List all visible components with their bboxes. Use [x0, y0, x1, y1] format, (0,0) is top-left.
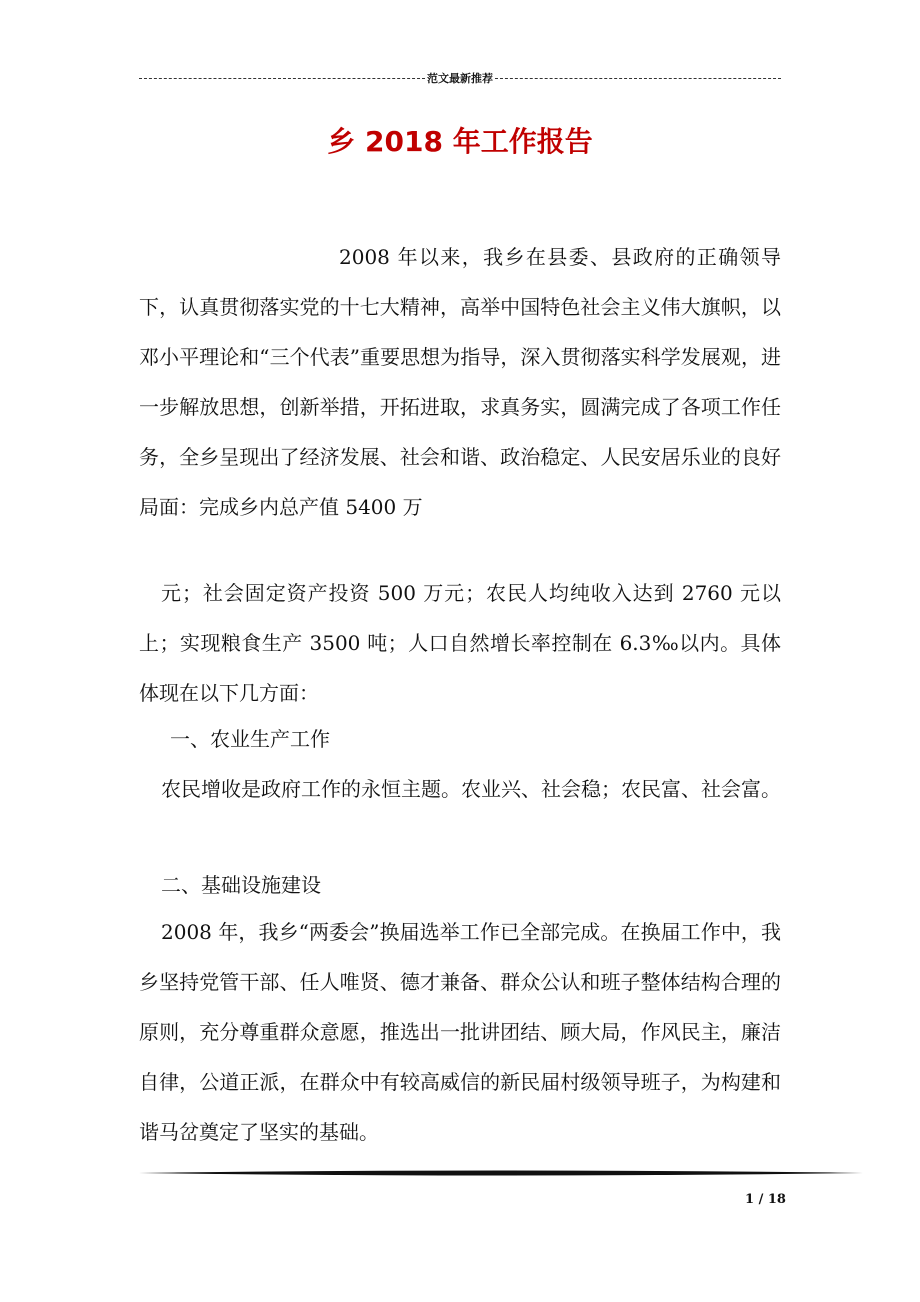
paragraph-1: 2008 年以来，我乡在县委、县政府的正确领导下，认真贯彻落实党的十七大精神，高举中国特色社会主义伟大旗帜，以邓小平理论和“三个代表”重要思想为指导，深入贯彻落实科学发展观，进一步解放思想，创新举措，开拓进取，求真务实，圆满完成了各项工作任务，全乡呈现出了经济发展、社会和谐、政治稳定、人民安居乐业的良好局面：完成乡内总产值 5400 万 — [139, 245, 781, 519]
page-number: 1 / 18 — [745, 1192, 786, 1207]
header-dash-left — [139, 78, 425, 79]
header-dash-right — [495, 78, 781, 79]
paragraph-2: 元；社会固定资产投资 500 万元；农民人均纯收入达到 2760 元以上；实现粮食生产 3500 吨；人口自然增长率控制在 6.3‰以内。具体体现在以下几方面： — [139, 581, 781, 705]
paragraph-4: 2008 年，我乡“两委会”换届选举工作已全部完成。在换届工作中，我乡坚持党管干部、任人唯贤、德才兼备、群众公认和班子整体结构合理的原则，充分尊重群众意愿，推选出一批讲团结、顾大局，作风民主，廉洁自律，公道正派，在群众中有较高威信的新民届村级领导班子，为构建和谐马岔奠定了坚实的基础。 — [139, 920, 781, 1144]
section-heading-2: 二、基础设施建设 — [161, 873, 321, 897]
footer-rule — [139, 1170, 863, 1176]
document-title: 乡 2018 年工作报告 — [327, 125, 593, 158]
header-label: 范文最新推荐 — [427, 72, 493, 85]
header-banner — [139, 70, 781, 86]
paragraph-3: 农民增收是政府工作的永恒主题。农业兴、社会稳；农民富、社会富。 — [161, 777, 781, 801]
section-heading-1: 一、农业生产工作 — [170, 727, 330, 751]
